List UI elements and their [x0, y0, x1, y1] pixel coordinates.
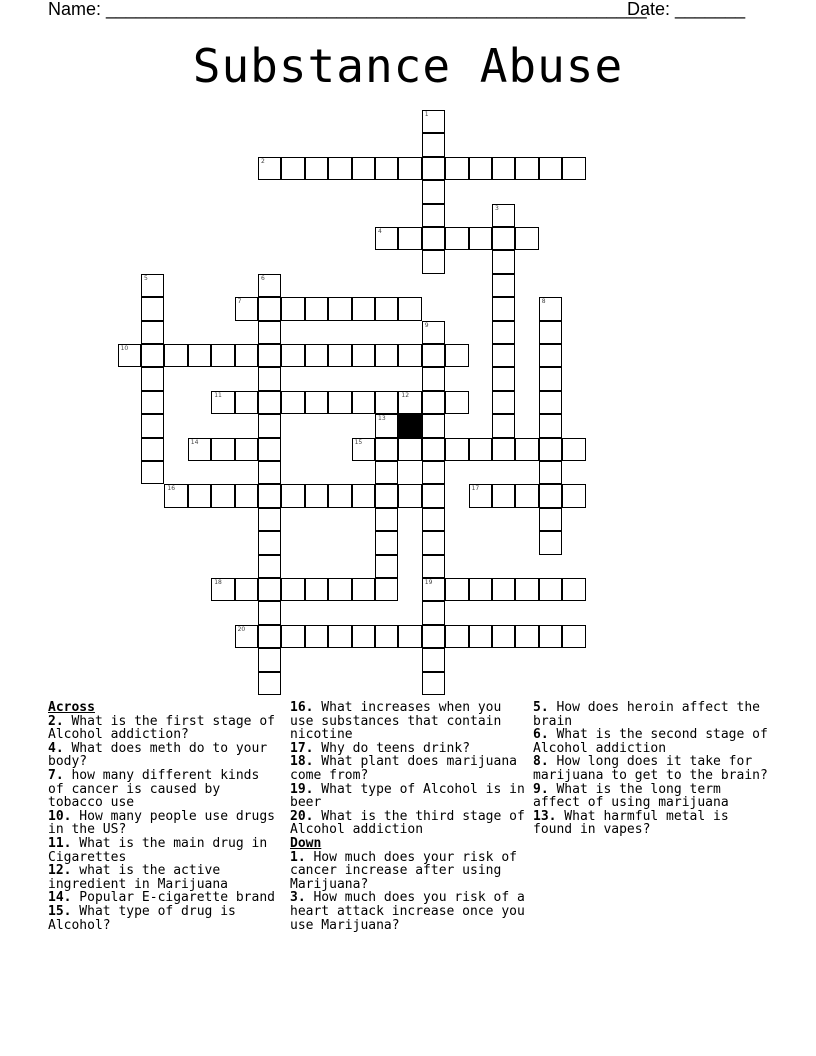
grid-cell[interactable]: [235, 297, 258, 320]
grid-cell[interactable]: [352, 438, 375, 461]
grid-cell[interactable]: [422, 110, 445, 133]
clue-text: What is the long term affect of using marijuana: [533, 781, 729, 811]
grid-cell[interactable]: [422, 461, 445, 484]
grid-cell[interactable]: [515, 578, 538, 601]
clue-text: How much does your risk of cancer increase after using Marijuana?: [290, 849, 517, 892]
grid-cell[interactable]: [211, 344, 234, 367]
grid-cell[interactable]: [375, 484, 398, 507]
grid-cell[interactable]: [515, 227, 538, 250]
grid-cell[interactable]: [398, 227, 421, 250]
grid-cell[interactable]: [328, 578, 351, 601]
grid-cell[interactable]: [422, 601, 445, 624]
clue-text: What is the third stage of Alcohol addiction: [290, 808, 525, 838]
across-clue: [290, 783, 530, 810]
grid-cell[interactable]: [445, 438, 468, 461]
clue-text: How does heroin affect the brain: [533, 700, 760, 729]
clue-text: What is the first stage of Alcohol addiction?: [48, 713, 275, 743]
clue-text: What does meth do to your body?: [48, 740, 268, 770]
cell-number: 15: [354, 438, 363, 446]
across-clue: [290, 755, 530, 782]
clue-number: 9.: [533, 781, 549, 797]
grid-cell[interactable]: [492, 391, 515, 414]
grid-cell[interactable]: [305, 344, 328, 367]
grid-cell[interactable]: [492, 367, 515, 390]
grid-cell[interactable]: [562, 484, 585, 507]
grid-cell[interactable]: [118, 344, 141, 367]
grid-cell[interactable]: [562, 625, 585, 648]
grid-cell[interactable]: [258, 274, 281, 297]
across-clue: [290, 810, 530, 837]
name-field-label: Name: ______________________________________________________: [48, 0, 647, 19]
grid-cell[interactable]: [469, 227, 492, 250]
grid-cell[interactable]: [492, 344, 515, 367]
grid-cell[interactable]: [539, 414, 562, 437]
grid-cell[interactable]: [422, 531, 445, 554]
grid-cell[interactable]: [492, 204, 515, 227]
grid-cell[interactable]: [539, 438, 562, 461]
grid-cell[interactable]: [422, 321, 445, 344]
clue-text: What plant does marijuana come from?: [290, 754, 517, 783]
grid-cell[interactable]: [515, 625, 538, 648]
grid-cell[interactable]: [235, 391, 258, 414]
clue-number: 8.: [533, 754, 549, 770]
cell-number: 4: [378, 228, 382, 235]
grid-cell[interactable]: [305, 578, 328, 601]
grid-cell[interactable]: [422, 157, 445, 180]
grid-cell[interactable]: [328, 391, 351, 414]
grid-cell[interactable]: [305, 625, 328, 648]
grid-cell[interactable]: [141, 344, 164, 367]
grid-cell[interactable]: [445, 344, 468, 367]
grid-cell[interactable]: [258, 321, 281, 344]
grid-cell[interactable]: [492, 625, 515, 648]
grid-cell[interactable]: [398, 157, 421, 180]
grid-cell[interactable]: [422, 578, 445, 601]
grid-cell[interactable]: [422, 367, 445, 390]
clue-number: 13.: [533, 808, 557, 824]
cell-number: 11: [214, 391, 222, 399]
clue-text: What is the second stage of Alcohol addiction: [533, 727, 768, 756]
grid-cell[interactable]: [492, 484, 515, 507]
cell-number: 12: [401, 391, 410, 399]
grid-cell[interactable]: [539, 367, 562, 390]
grid-cell[interactable]: [258, 344, 281, 367]
grid-cell[interactable]: [258, 367, 281, 390]
grid-cell[interactable]: [492, 321, 515, 344]
cell-number: 19: [424, 579, 433, 586]
grid-cell[interactable]: [469, 578, 492, 601]
grid-cell[interactable]: [141, 367, 164, 390]
clue-list-a: [48, 715, 280, 933]
clue-number: 4.: [48, 740, 64, 756]
grid-cell[interactable]: [352, 625, 375, 648]
clue-number: 18.: [290, 754, 314, 770]
across-clue: [48, 715, 280, 742]
grid-cell[interactable]: [188, 344, 211, 367]
down-clue: [533, 783, 773, 810]
grid-cell[interactable]: [281, 157, 304, 180]
clue-text: How many people use drugs in the US?: [48, 808, 275, 838]
grid-cell[interactable]: [258, 531, 281, 554]
grid-cell[interactable]: [539, 461, 562, 484]
grid-cell[interactable]: [305, 391, 328, 414]
grid-cell[interactable]: [141, 414, 164, 437]
grid-cell[interactable]: [235, 344, 258, 367]
down-clue: [533, 728, 773, 755]
cell-number: 16: [167, 485, 176, 493]
page-title: Substance Abuse: [192, 39, 624, 93]
across-clue: [48, 864, 280, 891]
grid-cell[interactable]: [375, 531, 398, 554]
grid-cell[interactable]: [258, 484, 281, 507]
clue-text: How long does it take for marijuana to get to the brain?: [533, 754, 768, 783]
grid-cell[interactable]: [258, 508, 281, 531]
grid-cell[interactable]: [235, 578, 258, 601]
grid-cell[interactable]: [352, 297, 375, 320]
across-clue: [48, 837, 280, 864]
across-clue: [290, 742, 530, 756]
grid-cell[interactable]: [352, 578, 375, 601]
grid-cell[interactable]: [258, 672, 281, 695]
cell-number: 17: [471, 485, 480, 493]
down-clue: [290, 851, 530, 892]
grid-cell[interactable]: [281, 625, 304, 648]
down-heading: Down: [290, 835, 322, 851]
grid-cell[interactable]: [352, 157, 375, 180]
clues-column-3: [533, 701, 773, 837]
grid-cell[interactable]: [375, 297, 398, 320]
grid-cell[interactable]: [375, 157, 398, 180]
grid-cell[interactable]: [422, 227, 445, 250]
clue-text: How much does you risk of a heart attack increase once you use Marijuana?: [290, 890, 525, 933]
down-clue: [533, 701, 773, 728]
grid-cell[interactable]: [562, 578, 585, 601]
grid-cell[interactable]: [539, 344, 562, 367]
grid-cell[interactable]: [539, 531, 562, 554]
grid-cell[interactable]: [164, 344, 187, 367]
grid-cell[interactable]: [562, 438, 585, 461]
cell-number: 14: [190, 438, 199, 446]
grid-cell[interactable]: [141, 274, 164, 297]
cell-number: 13: [378, 415, 386, 423]
grid-cell[interactable]: [258, 648, 281, 671]
grid-cell[interactable]: [281, 391, 304, 414]
clue-number: 7.: [48, 767, 64, 783]
clue-number: 6.: [533, 727, 549, 743]
grid-cell[interactable]: [258, 438, 281, 461]
grid-cell[interactable]: [539, 484, 562, 507]
grid-cell[interactable]: [422, 414, 445, 437]
across-clue: [48, 810, 280, 837]
clue-number: 2.: [48, 713, 64, 729]
grid-cell[interactable]: [492, 250, 515, 273]
grid-cell[interactable]: [492, 274, 515, 297]
clue-number: 15.: [48, 903, 72, 919]
grid-cell[interactable]: [539, 297, 562, 320]
grid-cell[interactable]: [515, 157, 538, 180]
clue-number: 17.: [290, 740, 314, 756]
clue-text: What harmful metal is found in vapes?: [533, 808, 729, 838]
grid-cell[interactable]: [515, 484, 538, 507]
cell-number: 10: [120, 345, 129, 352]
grid-cell[interactable]: [141, 391, 164, 414]
grid-cell[interactable]: [539, 508, 562, 531]
grid-cell[interactable]: [141, 461, 164, 484]
grid-cell[interactable]: [211, 438, 234, 461]
grid-cell[interactable]: [375, 508, 398, 531]
grid-cell[interactable]: [398, 484, 421, 507]
grid-cell[interactable]: [352, 391, 375, 414]
clue-number: 5.: [533, 700, 549, 715]
cell-number: 3: [495, 204, 499, 212]
grid-cell[interactable]: [422, 625, 445, 648]
clue-number: 16.: [290, 700, 314, 715]
grid-cell[interactable]: [422, 555, 445, 578]
grid-cell[interactable]: [258, 414, 281, 437]
cell-number: 8: [541, 298, 546, 306]
grid-cell[interactable]: [258, 391, 281, 414]
grid-cell[interactable]: [375, 461, 398, 484]
grid-cell[interactable]: [422, 508, 445, 531]
grid-cell[interactable]: [422, 438, 445, 461]
cell-number: 7: [237, 298, 242, 306]
grid-cell[interactable]: [281, 578, 304, 601]
clue-number: 19.: [290, 781, 314, 797]
cell-number: 20: [237, 625, 246, 633]
grid-cell[interactable]: [258, 555, 281, 578]
grid-cell[interactable]: [469, 438, 492, 461]
grid-cell[interactable]: [375, 555, 398, 578]
grid-cell[interactable]: [539, 391, 562, 414]
across-clue: [48, 891, 280, 905]
grid-cell[interactable]: [375, 391, 398, 414]
grid-cell[interactable]: [141, 321, 164, 344]
grid-block-cell: [398, 414, 421, 437]
grid-cell[interactable]: [141, 438, 164, 461]
down-clue: [533, 810, 773, 837]
grid-cell[interactable]: [235, 484, 258, 507]
grid-cell[interactable]: [281, 297, 304, 320]
grid-cell[interactable]: [492, 438, 515, 461]
across-clue: [48, 905, 280, 932]
grid-cell[interactable]: [352, 484, 375, 507]
clue-list-b: [290, 701, 530, 837]
grid-cell[interactable]: [422, 250, 445, 273]
grid-cell[interactable]: [422, 180, 445, 203]
grid-cell[interactable]: [398, 625, 421, 648]
clue-list-c: [290, 851, 530, 933]
grid-cell[interactable]: [469, 625, 492, 648]
clue-text: What increases when you use substances that contain nicotine: [290, 700, 502, 743]
grid-cell[interactable]: [539, 578, 562, 601]
grid-cell[interactable]: [188, 438, 211, 461]
grid-cell[interactable]: [305, 157, 328, 180]
grid-cell[interactable]: [305, 484, 328, 507]
grid-cell[interactable]: [188, 484, 211, 507]
clue-text: how many different kinds of cancer is caused by tobacco use: [48, 767, 260, 811]
grid-cell[interactable]: [515, 438, 538, 461]
grid-cell[interactable]: [422, 133, 445, 156]
grid-cell[interactable]: [539, 625, 562, 648]
cell-number: 2: [261, 157, 265, 165]
across-clue: [48, 742, 280, 769]
across-heading: Across: [48, 700, 95, 715]
clue-number: 11.: [48, 835, 72, 851]
clue-number: 20.: [290, 808, 314, 824]
clue-number: 10.: [48, 808, 72, 824]
grid-cell[interactable]: [235, 438, 258, 461]
grid-cell[interactable]: [258, 157, 281, 180]
clues-column-1: [48, 701, 280, 932]
clue-number: 3.: [290, 890, 306, 906]
grid-cell[interactable]: [422, 648, 445, 671]
grid-cell[interactable]: [492, 227, 515, 250]
down-clue: [533, 755, 773, 782]
grid-cell[interactable]: [445, 157, 468, 180]
across-clue: [290, 701, 530, 742]
grid-cell[interactable]: [398, 391, 421, 414]
grid-cell[interactable]: [211, 578, 234, 601]
grid-cell[interactable]: [141, 297, 164, 320]
grid-cell[interactable]: [469, 484, 492, 507]
grid-cell[interactable]: [539, 157, 562, 180]
grid-cell[interactable]: [375, 625, 398, 648]
grid-cell[interactable]: [258, 578, 281, 601]
cell-number: 18: [214, 579, 222, 586]
clue-text: what is the active ingredient in Marijuana: [48, 863, 229, 892]
clue-number: 1.: [290, 849, 306, 865]
grid-cell[interactable]: [235, 625, 258, 648]
grid-cell[interactable]: [258, 461, 281, 484]
grid-cell[interactable]: [422, 344, 445, 367]
grid-cell[interactable]: [328, 484, 351, 507]
grid-cell[interactable]: [375, 414, 398, 437]
clue-text: Why do teens drink?: [313, 740, 471, 756]
grid-cell[interactable]: [328, 297, 351, 320]
clue-text: What type of Alcohol is in beer: [290, 781, 525, 811]
grid-cell[interactable]: [281, 344, 304, 367]
cell-number: 5: [144, 274, 148, 282]
grid-cell[interactable]: [352, 344, 375, 367]
grid-cell[interactable]: [258, 625, 281, 648]
clue-text: What type of drug is Alcohol?: [48, 903, 236, 933]
clue-text: What is the main drug in Cigarettes: [48, 835, 268, 865]
clues-column-2: [290, 701, 530, 932]
cell-number: 1: [424, 111, 429, 118]
grid-cell[interactable]: [445, 625, 468, 648]
grid-cell[interactable]: [398, 344, 421, 367]
grid-cell[interactable]: [445, 391, 468, 414]
grid-cell[interactable]: [375, 344, 398, 367]
grid-cell[interactable]: [469, 157, 492, 180]
grid-cell[interactable]: [258, 297, 281, 320]
grid-cell[interactable]: [164, 484, 187, 507]
clue-number: 14.: [48, 890, 72, 906]
grid-cell[interactable]: [445, 227, 468, 250]
grid-cell[interactable]: [492, 578, 515, 601]
grid-cell[interactable]: [211, 484, 234, 507]
grid-cell[interactable]: [211, 391, 234, 414]
grid-cell[interactable]: [375, 438, 398, 461]
grid-cell[interactable]: [422, 484, 445, 507]
grid-cell[interactable]: [305, 297, 328, 320]
grid-cell[interactable]: [398, 297, 421, 320]
grid-cell[interactable]: [375, 227, 398, 250]
across-clue: [48, 769, 280, 810]
grid-cell[interactable]: [492, 297, 515, 320]
clue-number: 12.: [48, 863, 72, 879]
grid-cell[interactable]: [398, 438, 421, 461]
down-clue: [290, 891, 530, 932]
grid-cell[interactable]: [445, 578, 468, 601]
grid-cell[interactable]: [492, 157, 515, 180]
date-field-label: Date: _______: [627, 0, 746, 19]
grid-cell[interactable]: [422, 672, 445, 695]
grid-cell[interactable]: [539, 321, 562, 344]
cell-number: 9: [424, 321, 429, 329]
grid-cell[interactable]: [281, 484, 304, 507]
clue-text: Popular E-cigarette brand: [71, 890, 275, 906]
grid-cell[interactable]: [328, 344, 351, 367]
grid-cell[interactable]: [328, 157, 351, 180]
grid-cell[interactable]: [492, 414, 515, 437]
grid-cell[interactable]: [375, 578, 398, 601]
cell-number: 6: [261, 274, 265, 282]
grid-cell[interactable]: [422, 391, 445, 414]
clue-list-d: [533, 701, 773, 837]
grid-cell[interactable]: [328, 625, 351, 648]
grid-cell[interactable]: [562, 157, 585, 180]
grid-cell[interactable]: [422, 204, 445, 227]
grid-cell[interactable]: [258, 601, 281, 624]
